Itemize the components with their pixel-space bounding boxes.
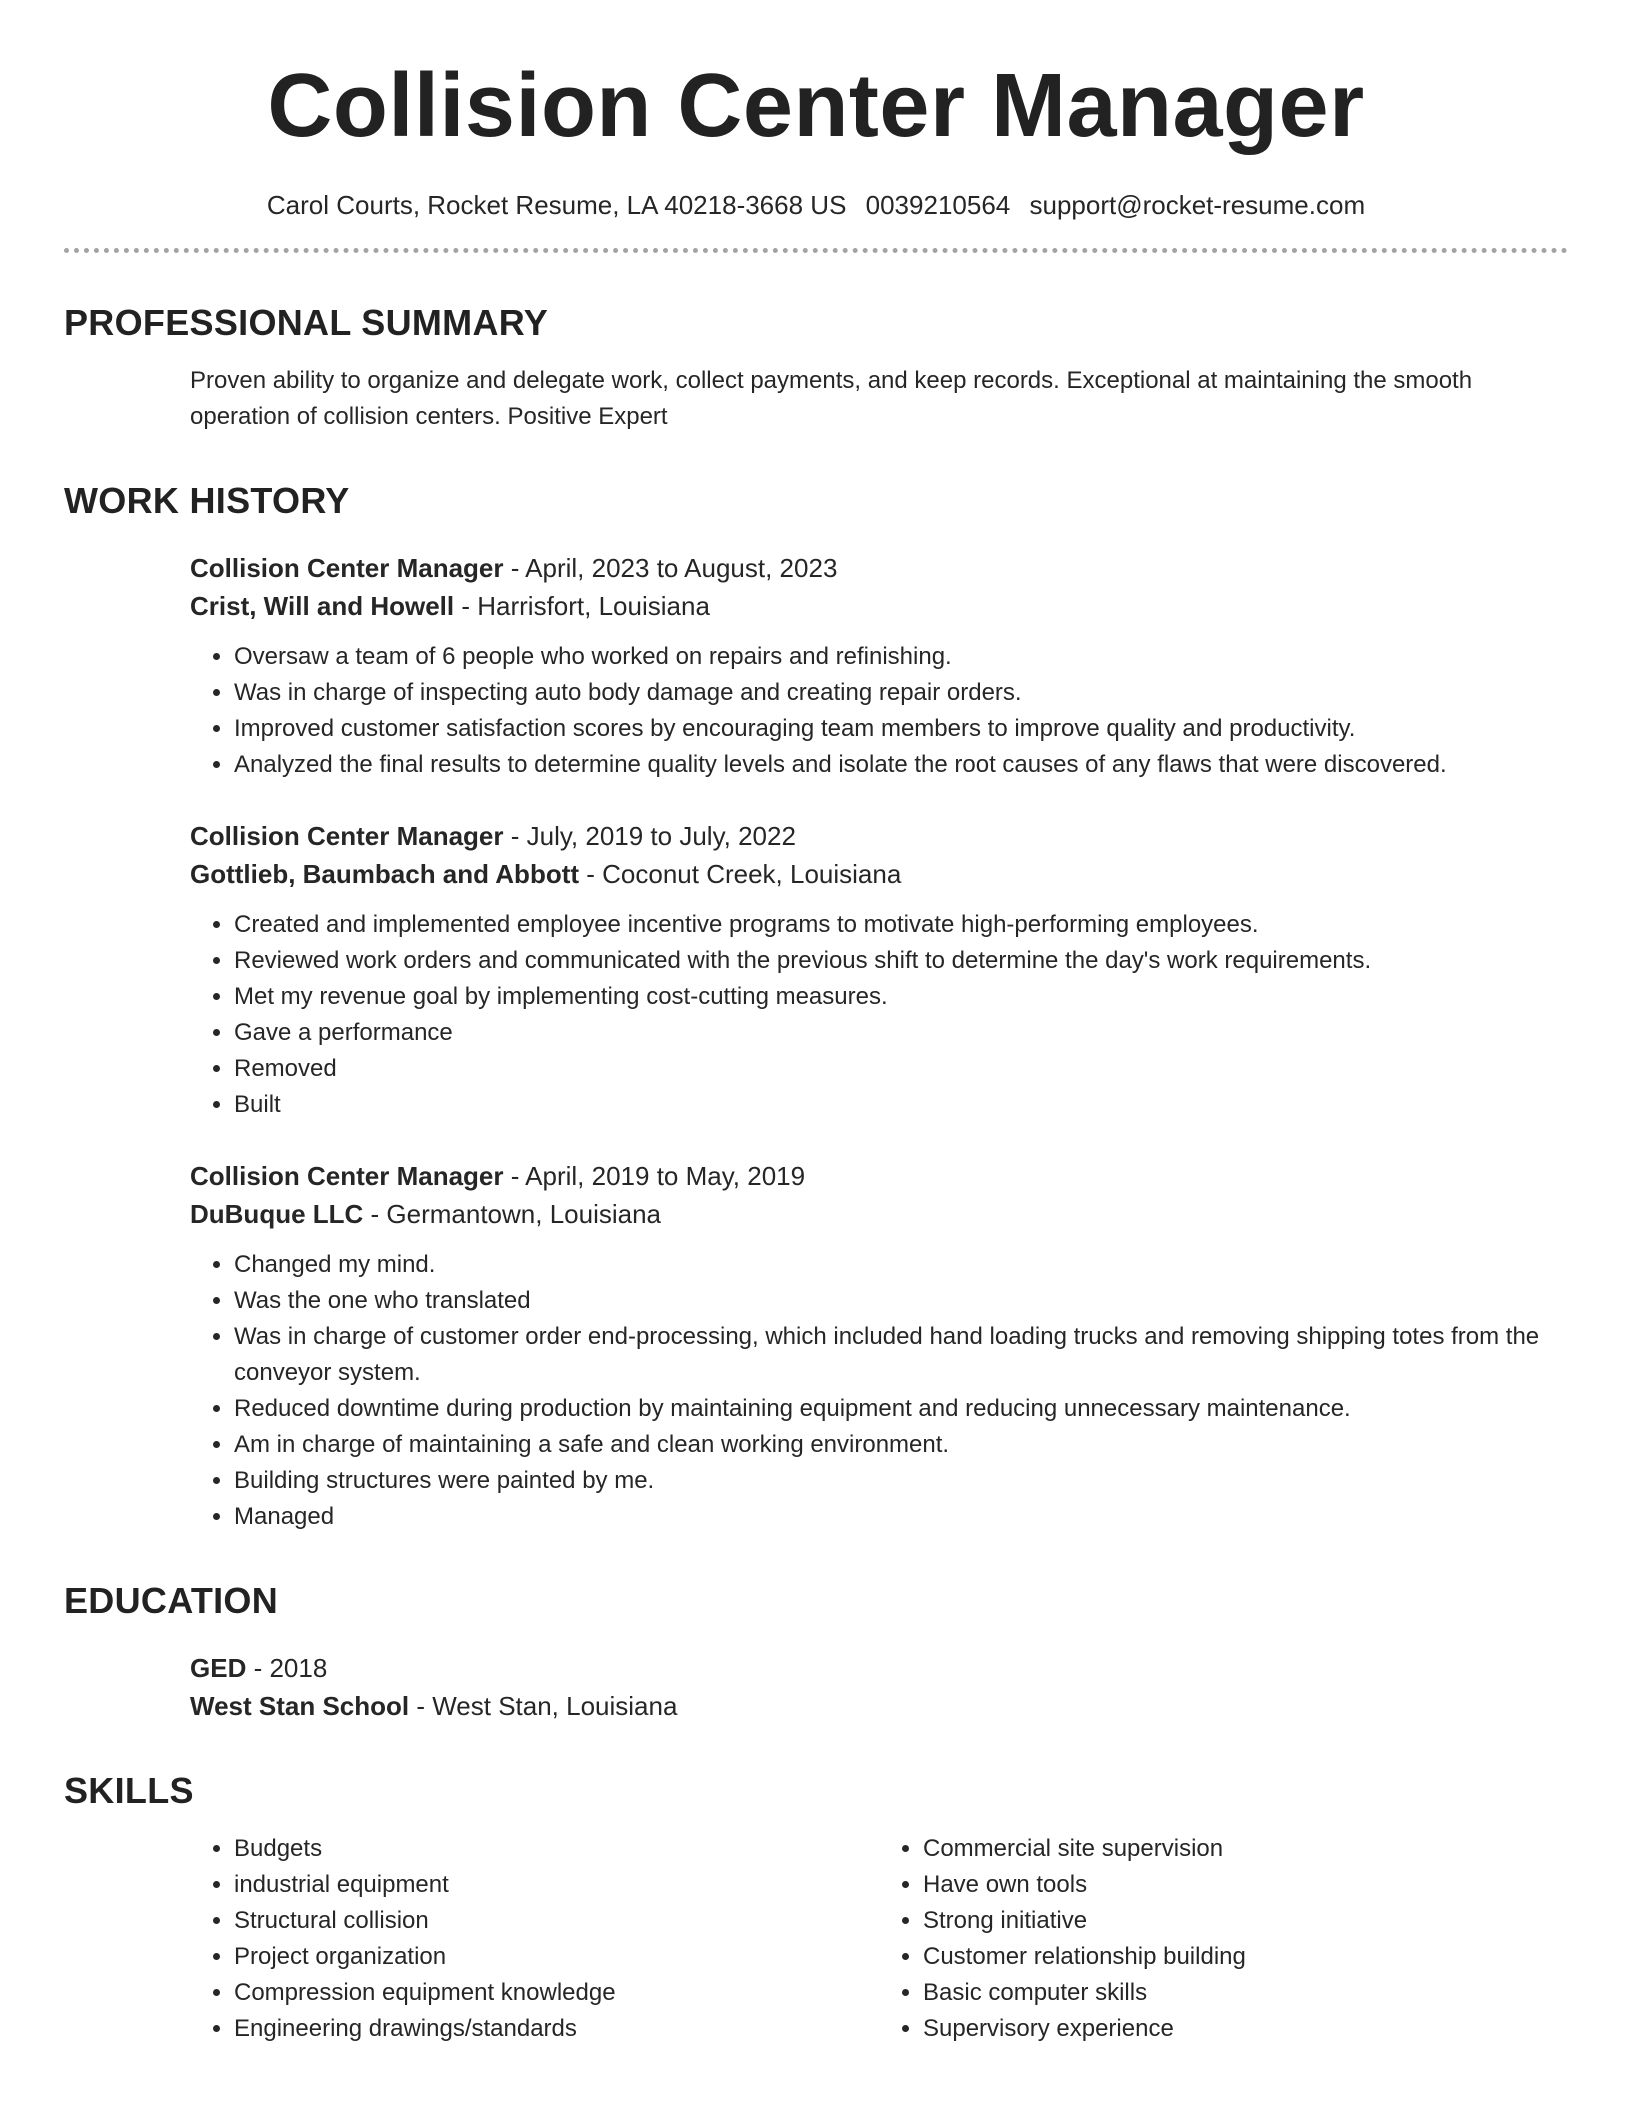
list-item: • Improved customer satisfaction scores by encouraging team members to improve quality and productivity. — [234, 711, 1568, 747]
job-entry — [64, 549, 1568, 783]
contact-address: Carol Courts, Rocket Resume, LA 40218-3668 US — [266, 190, 847, 220]
list-item: • Was the one who translated — [234, 1283, 1568, 1319]
list-item: • Basic computer skills — [923, 1975, 1568, 2011]
list-item: • Removed — [234, 1051, 1568, 1087]
education-section — [64, 1579, 1568, 1725]
job-role: Collision Center Manager — [190, 553, 504, 583]
job-location: - Germantown, Louisiana — [363, 1199, 662, 1229]
list-item: • Met my revenue goal by implementing cost-cutting measures. — [234, 979, 1568, 1015]
skills-section — [64, 1769, 1568, 2047]
header-divider — [64, 248, 1568, 253]
job-location: - Coconut Creek, Louisiana — [579, 859, 902, 889]
job-company-line — [190, 587, 1568, 625]
list-item: • Created and implemented employee incentive programs to motivate high-performing employees. — [234, 907, 1568, 943]
list-item: • Built — [234, 1087, 1568, 1123]
education-heading: EDUCATION — [64, 1580, 279, 1621]
list-item: • Structural collision — [234, 1903, 879, 1939]
list-item: • Budgets — [234, 1831, 879, 1867]
job-entry — [64, 817, 1568, 1123]
list-item: • Changed my mind. — [234, 1247, 1568, 1283]
list-item: • Was in charge of inspecting auto body damage and creating repair orders. — [234, 675, 1568, 711]
contact-email: support@rocket-resume.com — [1029, 190, 1366, 220]
job-role: Collision Center Manager — [190, 1161, 504, 1191]
job-title-line — [190, 1157, 1568, 1195]
work-history-heading: WORK HISTORY — [64, 480, 350, 521]
summary-text: Proven ability to organize and delegate work, collect payments, and keep records. Exceptional at maintaining the smooth operation of collision centers. Positive Expert — [190, 367, 1473, 430]
skills-list-right — [879, 1831, 1568, 2047]
job-company: Gottlieb, Baumbach and Abbott — [190, 859, 580, 889]
education-school-line — [190, 1687, 1568, 1725]
contact-line — [64, 188, 1568, 222]
contact-phone: 0039210564 — [865, 190, 1011, 220]
list-item: • Commercial site supervision — [923, 1831, 1568, 1867]
skills-heading: SKILLS — [64, 1770, 194, 1811]
job-bullets — [190, 1247, 1568, 1535]
list-item: • Project organization — [234, 1939, 879, 1975]
list-item: • Have own tools — [923, 1867, 1568, 1903]
job-company-line — [190, 1195, 1568, 1233]
education-degree: GED — [190, 1653, 247, 1683]
job-bullets — [190, 907, 1568, 1123]
job-location: - Harrisfort, Louisiana — [454, 591, 710, 621]
list-item: • Analyzed the final results to determine quality levels and isolate the root causes of any flaws that were discovered. — [234, 747, 1568, 783]
list-item: • Customer relationship building — [923, 1939, 1568, 1975]
education-year: - 2018 — [246, 1653, 328, 1683]
list-item: • Was in charge of customer order end-processing, which included hand loading trucks and removing shipping totes from the conveyor system. — [234, 1319, 1568, 1391]
job-company: DuBuque LLC — [190, 1199, 364, 1229]
skills-columns — [64, 1831, 1568, 2047]
job-company-line — [190, 855, 1568, 893]
work-history-section — [64, 479, 1568, 1535]
resume-title: Collision Center Manager — [267, 56, 1365, 156]
list-item: • industrial equipment — [234, 1867, 879, 1903]
summary-section — [64, 301, 1568, 435]
list-item: • Compression equipment knowledge — [234, 1975, 879, 2011]
education-location: - West Stan, Louisiana — [409, 1691, 678, 1721]
list-item: • Reduced downtime during production by maintaining equipment and reducing unnecessary maintenance. — [234, 1391, 1568, 1427]
job-title-line — [190, 817, 1568, 855]
list-item: • Gave a performance — [234, 1015, 1568, 1051]
education-entry — [64, 1649, 1568, 1725]
job-title-line — [190, 549, 1568, 587]
education-degree-line — [190, 1649, 1568, 1687]
job-company: Crist, Will and Howell — [190, 591, 455, 621]
job-dates: - April, 2023 to August, 2023 — [503, 553, 838, 583]
skills-list-left — [190, 1831, 879, 2047]
job-role: Collision Center Manager — [190, 821, 504, 851]
list-item: • Managed — [234, 1499, 1568, 1535]
education-school: West Stan School — [190, 1691, 410, 1721]
list-item: • Building structures were painted by me. — [234, 1463, 1568, 1499]
job-bullets — [190, 639, 1568, 783]
summary-heading: PROFESSIONAL SUMMARY — [64, 302, 549, 343]
list-item: • Strong initiative — [923, 1903, 1568, 1939]
list-item: • Oversaw a team of 6 people who worked on repairs and refinishing. — [234, 639, 1568, 675]
job-dates: - July, 2019 to July, 2022 — [503, 821, 796, 851]
list-item: • Engineering drawings/standards — [234, 2011, 879, 2047]
list-item: • Am in charge of maintaining a safe and clean working environment. — [234, 1427, 1568, 1463]
list-item: • Reviewed work orders and communicated with the previous shift to determine the day's work requirements. — [234, 943, 1568, 979]
job-dates: - April, 2019 to May, 2019 — [503, 1161, 806, 1191]
job-entry — [64, 1157, 1568, 1535]
list-item: • Supervisory experience — [923, 2011, 1568, 2047]
